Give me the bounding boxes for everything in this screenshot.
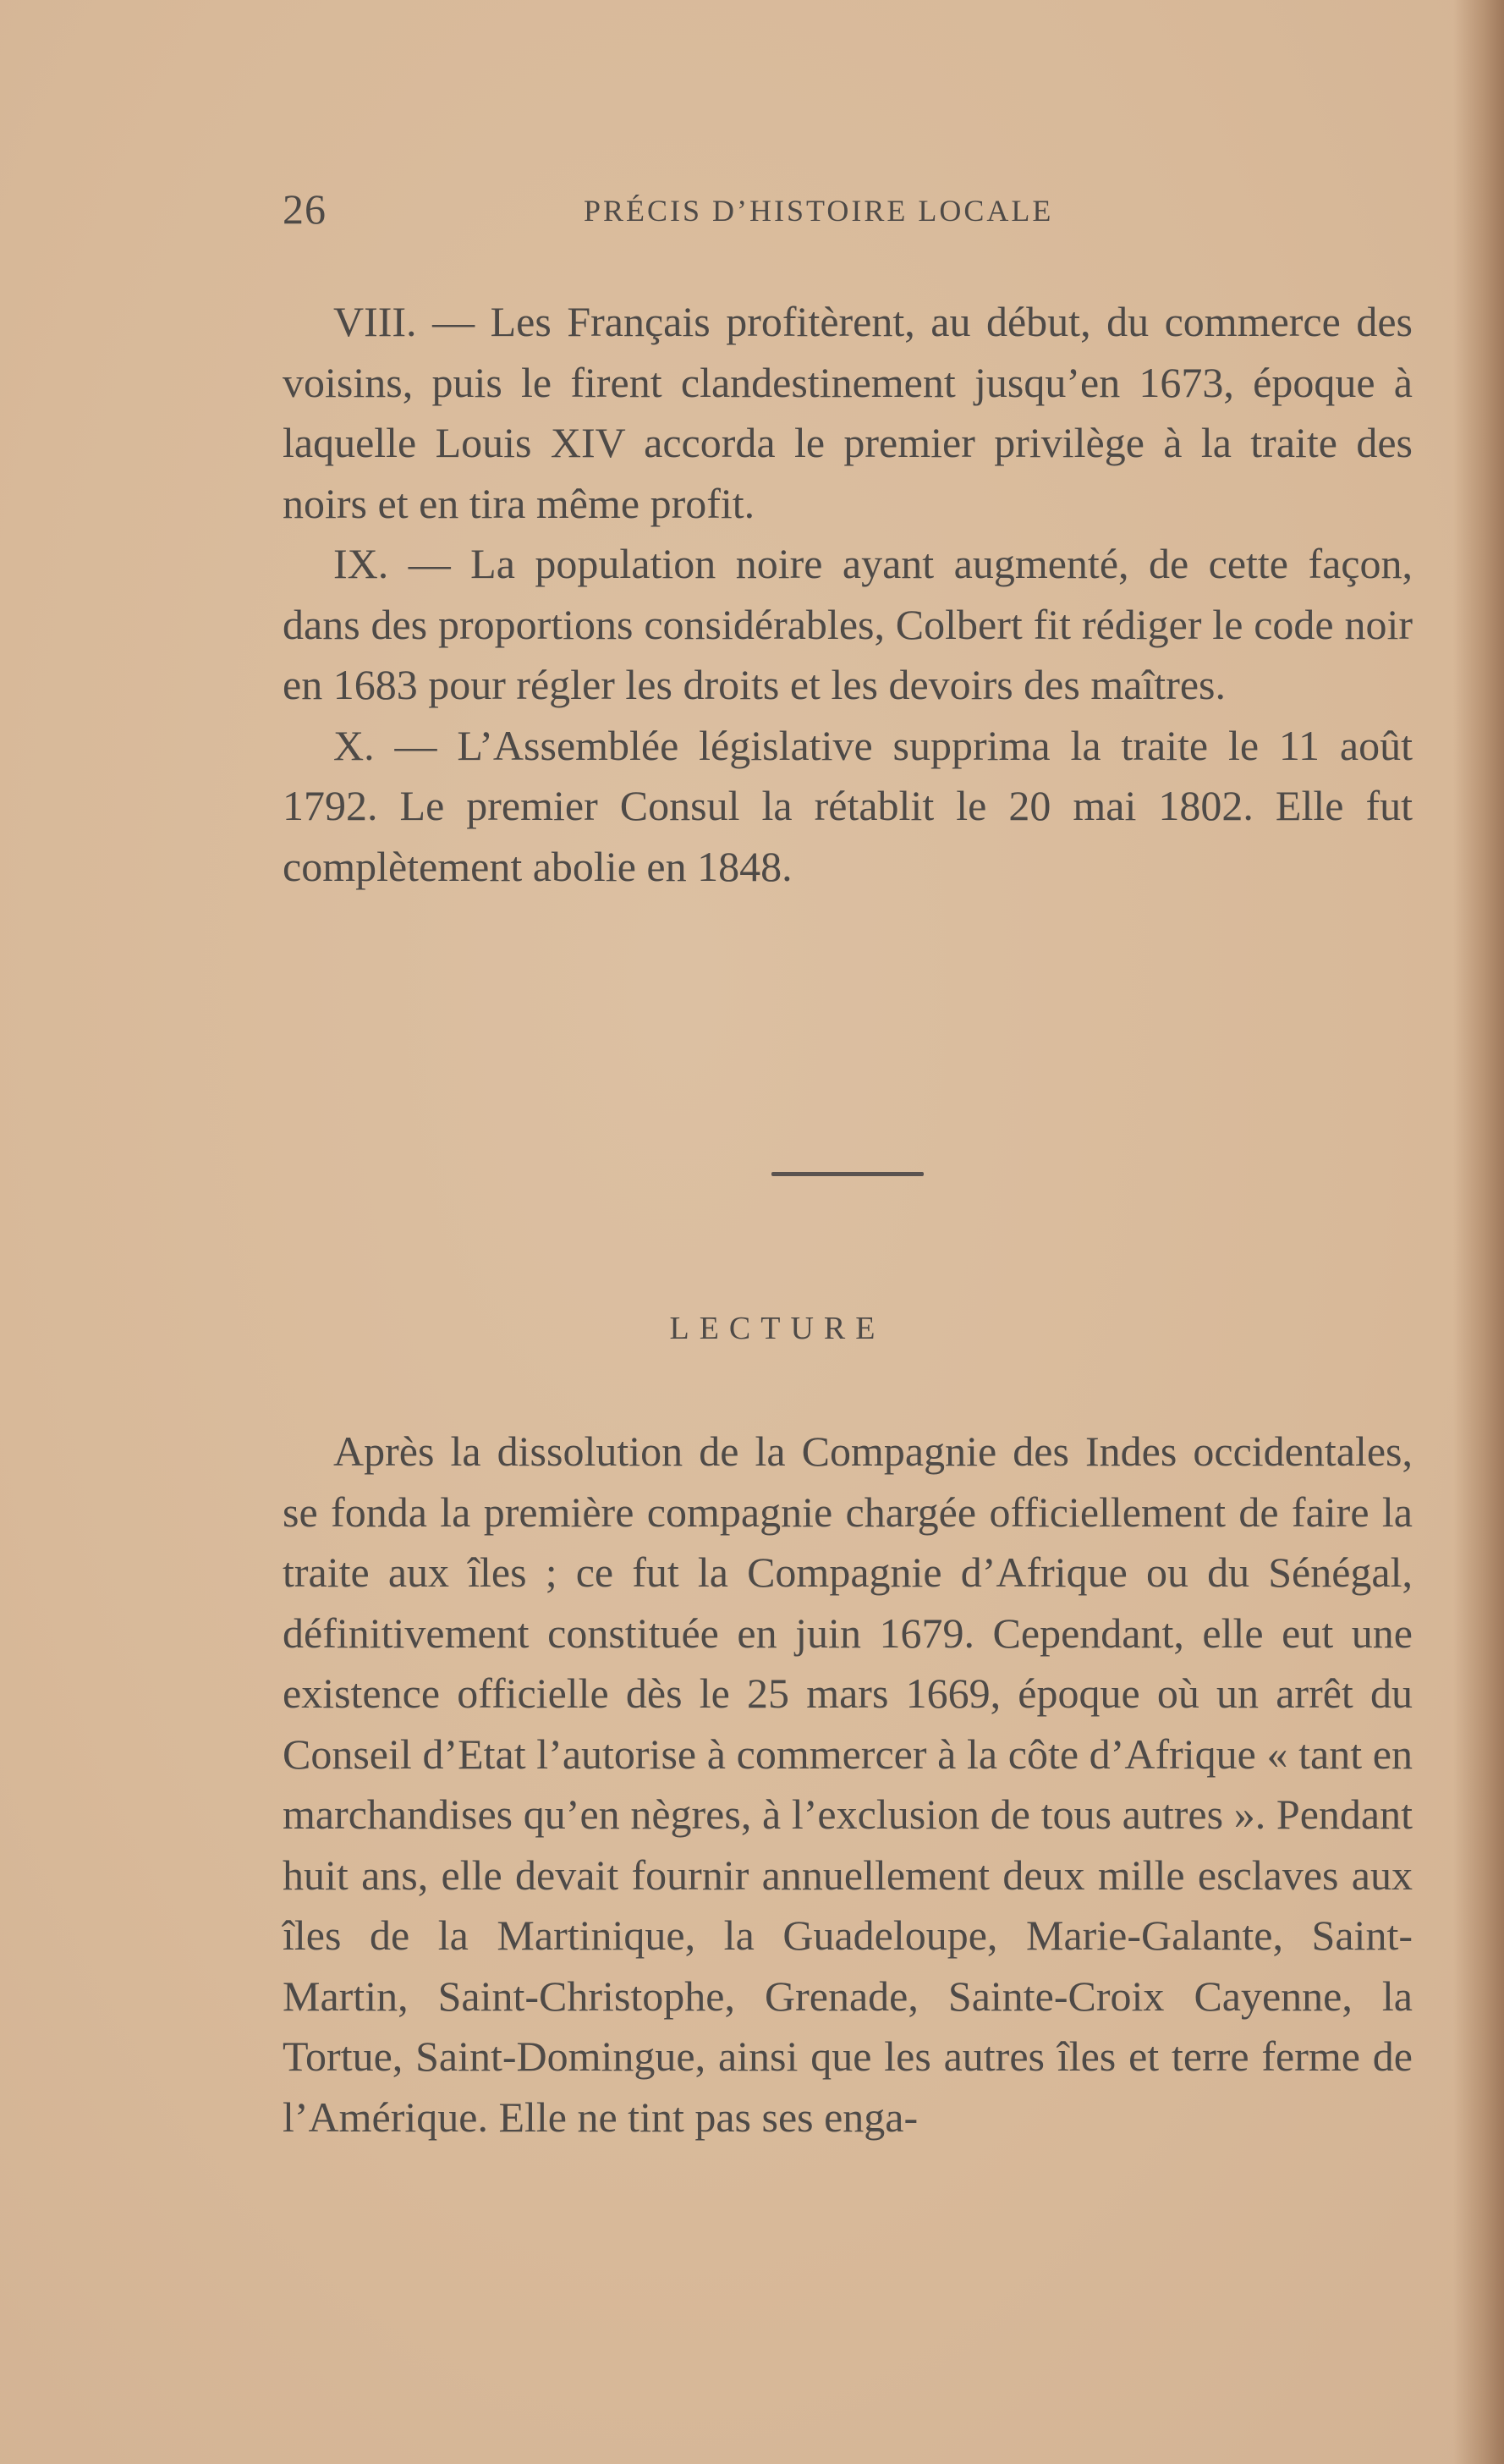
lecture-body: [283, 1422, 1413, 2148]
paragraph-x: X. — L’Assemblée législative supprima la traite le 11 août 1792. Le premier Consul la rétablit le 20 mai 1802. Elle fut complètement abolie en 1848.: [283, 721, 1413, 890]
lecture-heading: LECTURE: [669, 1311, 886, 1346]
paragraph-viii: VIII. — Les Français profitèrent, au début, du commerce des voisins, puis le firent clandestinement jusqu’en 1673, époque à laquelle Louis XIV accorda le premier privilège à la traite des noirs et en tira même profit.: [283, 298, 1413, 527]
running-head-title: PRÉCIS D’HISTOIRE LOCALE: [584, 194, 1054, 228]
page-edge-shadow: [1453, 0, 1504, 2464]
running-head: [283, 184, 1112, 235]
section-divider-rule: [771, 1172, 924, 1176]
paragraph-ix: IX. — La population noire ayant augmenté, de cette façon, dans des proportions considérables, Colbert fit rédiger le code noir en 1683 pour régler les droits et les devoirs des maîtres.: [283, 540, 1413, 708]
numbered-paragraphs: [283, 292, 1413, 897]
lecture-paragraph: Après la dissolution de la Compagnie des Indes occidentales, se fonda la première compagnie chargée officiellement de faire la traite aux îles ; ce fut la Compagnie d’Afrique ou du Sénégal, définitivement constituée en juin 1679. Cependant, elle eut une existence officielle dès le 25 mars 1669, époque où un arrêt du Conseil d’Etat l’autorise à commercer à la côte d’Afrique « tant en marchandises qu’en nègres, à l’exclusion de tous autres ». Pendant huit ans, elle devait fournir annuellement deux mille esclaves aux îles de la Martinique, la Guadeloupe, Marie-Galante, Saint-Martin, Saint-Christophe, Grenade, Sainte-Croix Cayenne, la Tortue, Saint-Domingue, ainsi que les autres îles et terre ferme de l’Amérique. Elle ne tint pas ses enga-: [283, 1427, 1413, 2141]
page-number: 26: [283, 185, 327, 233]
